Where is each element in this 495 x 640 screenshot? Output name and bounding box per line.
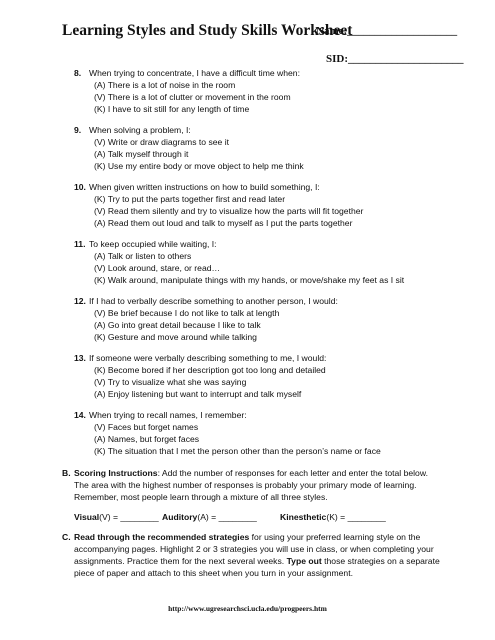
- answer-option: (A) Talk or listen to others: [94, 251, 192, 261]
- sid-field: SID:_____________________: [326, 53, 464, 65]
- question-prompt: If I had to verbally describe something to another person, I would:: [89, 296, 338, 306]
- question-8: [74, 67, 300, 115]
- score-totals: [74, 511, 442, 523]
- section-text: : Add the number of responses for each letter and enter the total below. The area with the highest number of responses is probably your primary mode of learning. Remember, most people learn through a mixture of all three styles.: [74, 468, 428, 502]
- question-prompt: When given written instructions on how to build something, I:: [89, 182, 320, 192]
- answer-option: (K) Become bored if her description got too long and detailed: [94, 365, 326, 375]
- worksheet-title: Learning Styles and Study Skills Worksheet: [62, 22, 353, 39]
- answer-option: (A) Names, but forget faces: [94, 434, 200, 444]
- question-number: 8.: [74, 68, 82, 78]
- question-prompt: When trying to concentrate, I have a difficult time when:: [89, 68, 300, 78]
- answer-option: (K) Use my entire body or move object to help me think: [94, 161, 304, 171]
- answer-option: (A) Read them out loud and talk to myself as I put the parts together: [94, 218, 353, 228]
- section-heading: Read through the recommended strategies: [74, 532, 250, 542]
- auditory-score: Auditory(A) = ________: [162, 512, 257, 522]
- answer-option: (K) Walk around, manipulate things with my hands, or move/shake my feet as I sit: [94, 275, 405, 285]
- answer-option: (V) There is a lot of clutter or movement in the room: [94, 92, 291, 102]
- question-12: [74, 295, 338, 343]
- footer-url: http://www.ugresearchsci.ucla.edu/progpeers.htm: [168, 604, 327, 613]
- kinesthetic-score: Kinesthetic(K) = ________: [280, 512, 386, 522]
- question-number: 12.: [74, 296, 86, 306]
- question-number: 10.: [74, 182, 86, 192]
- question-prompt: To keep occupied while waiting, I:: [89, 239, 217, 249]
- scoring-instructions: [74, 467, 442, 503]
- question-prompt: When solving a problem, I:: [89, 125, 191, 135]
- answer-option: (A) Enjoy listening but want to interrupt and talk myself: [94, 389, 302, 399]
- visual-score: Visual(V) = ________: [74, 512, 159, 522]
- question-9: [74, 124, 304, 172]
- question-number: 14.: [74, 410, 86, 420]
- type-out-emphasis: Type out: [286, 556, 322, 566]
- answer-option: (K) I have to sit still for any length of time: [94, 104, 250, 114]
- question-13: [74, 352, 326, 400]
- section-b-scoring: [62, 467, 442, 523]
- answer-option: (A) There is a lot of noise in the room: [94, 80, 236, 90]
- answer-option: (V) Faces but forget names: [94, 422, 199, 432]
- section-heading: Scoring Instructions: [74, 468, 158, 478]
- answer-option: (A) Talk myself through it: [94, 149, 189, 159]
- answer-option: (K) Gesture and move around while talking: [94, 332, 257, 342]
- question-number: 13.: [74, 353, 86, 363]
- answer-option: (K) Try to put the parts together first and read later: [94, 194, 286, 204]
- question-number: 9.: [74, 125, 82, 135]
- question-prompt: When trying to recall names, I remember:: [89, 410, 247, 420]
- section-c-strategies: [62, 531, 442, 579]
- answer-option: (V) Look around, stare, or read…: [94, 263, 221, 273]
- question-10: [74, 181, 363, 229]
- question-number: 11.: [74, 239, 86, 249]
- answer-option: (A) Go into great detail because I like to talk: [94, 320, 261, 330]
- question-11: [74, 238, 404, 286]
- answer-option: (V) Write or draw diagrams to see it: [94, 137, 229, 147]
- question-prompt: If someone were verbally describing something to me, I would:: [89, 353, 327, 363]
- answer-option: (V) Be brief because I do not like to talk at length: [94, 308, 280, 318]
- answer-option: (V) Read them silently and try to visualize how the parts will fit together: [94, 206, 364, 216]
- section-letter: B.: [62, 468, 71, 478]
- section-letter: C.: [62, 532, 71, 542]
- question-14: [74, 409, 381, 457]
- answer-option: (V) Try to visualize what she was saying: [94, 377, 247, 387]
- name-field: Name:____________________: [316, 25, 458, 37]
- strategies-instructions: Read through the recommended strategies for using your preferred learning style on the accompanying pages. Highlight 2 or 3 strategies you will use in class, or when completing your assignments. Practice them for the next several weeks. Type out those strategies on a separate piece of paper and attach to this sheet when you turn in your assignment.: [74, 532, 440, 578]
- answer-option: (K) The situation that I met the person other than the person’s name or face: [94, 446, 381, 456]
